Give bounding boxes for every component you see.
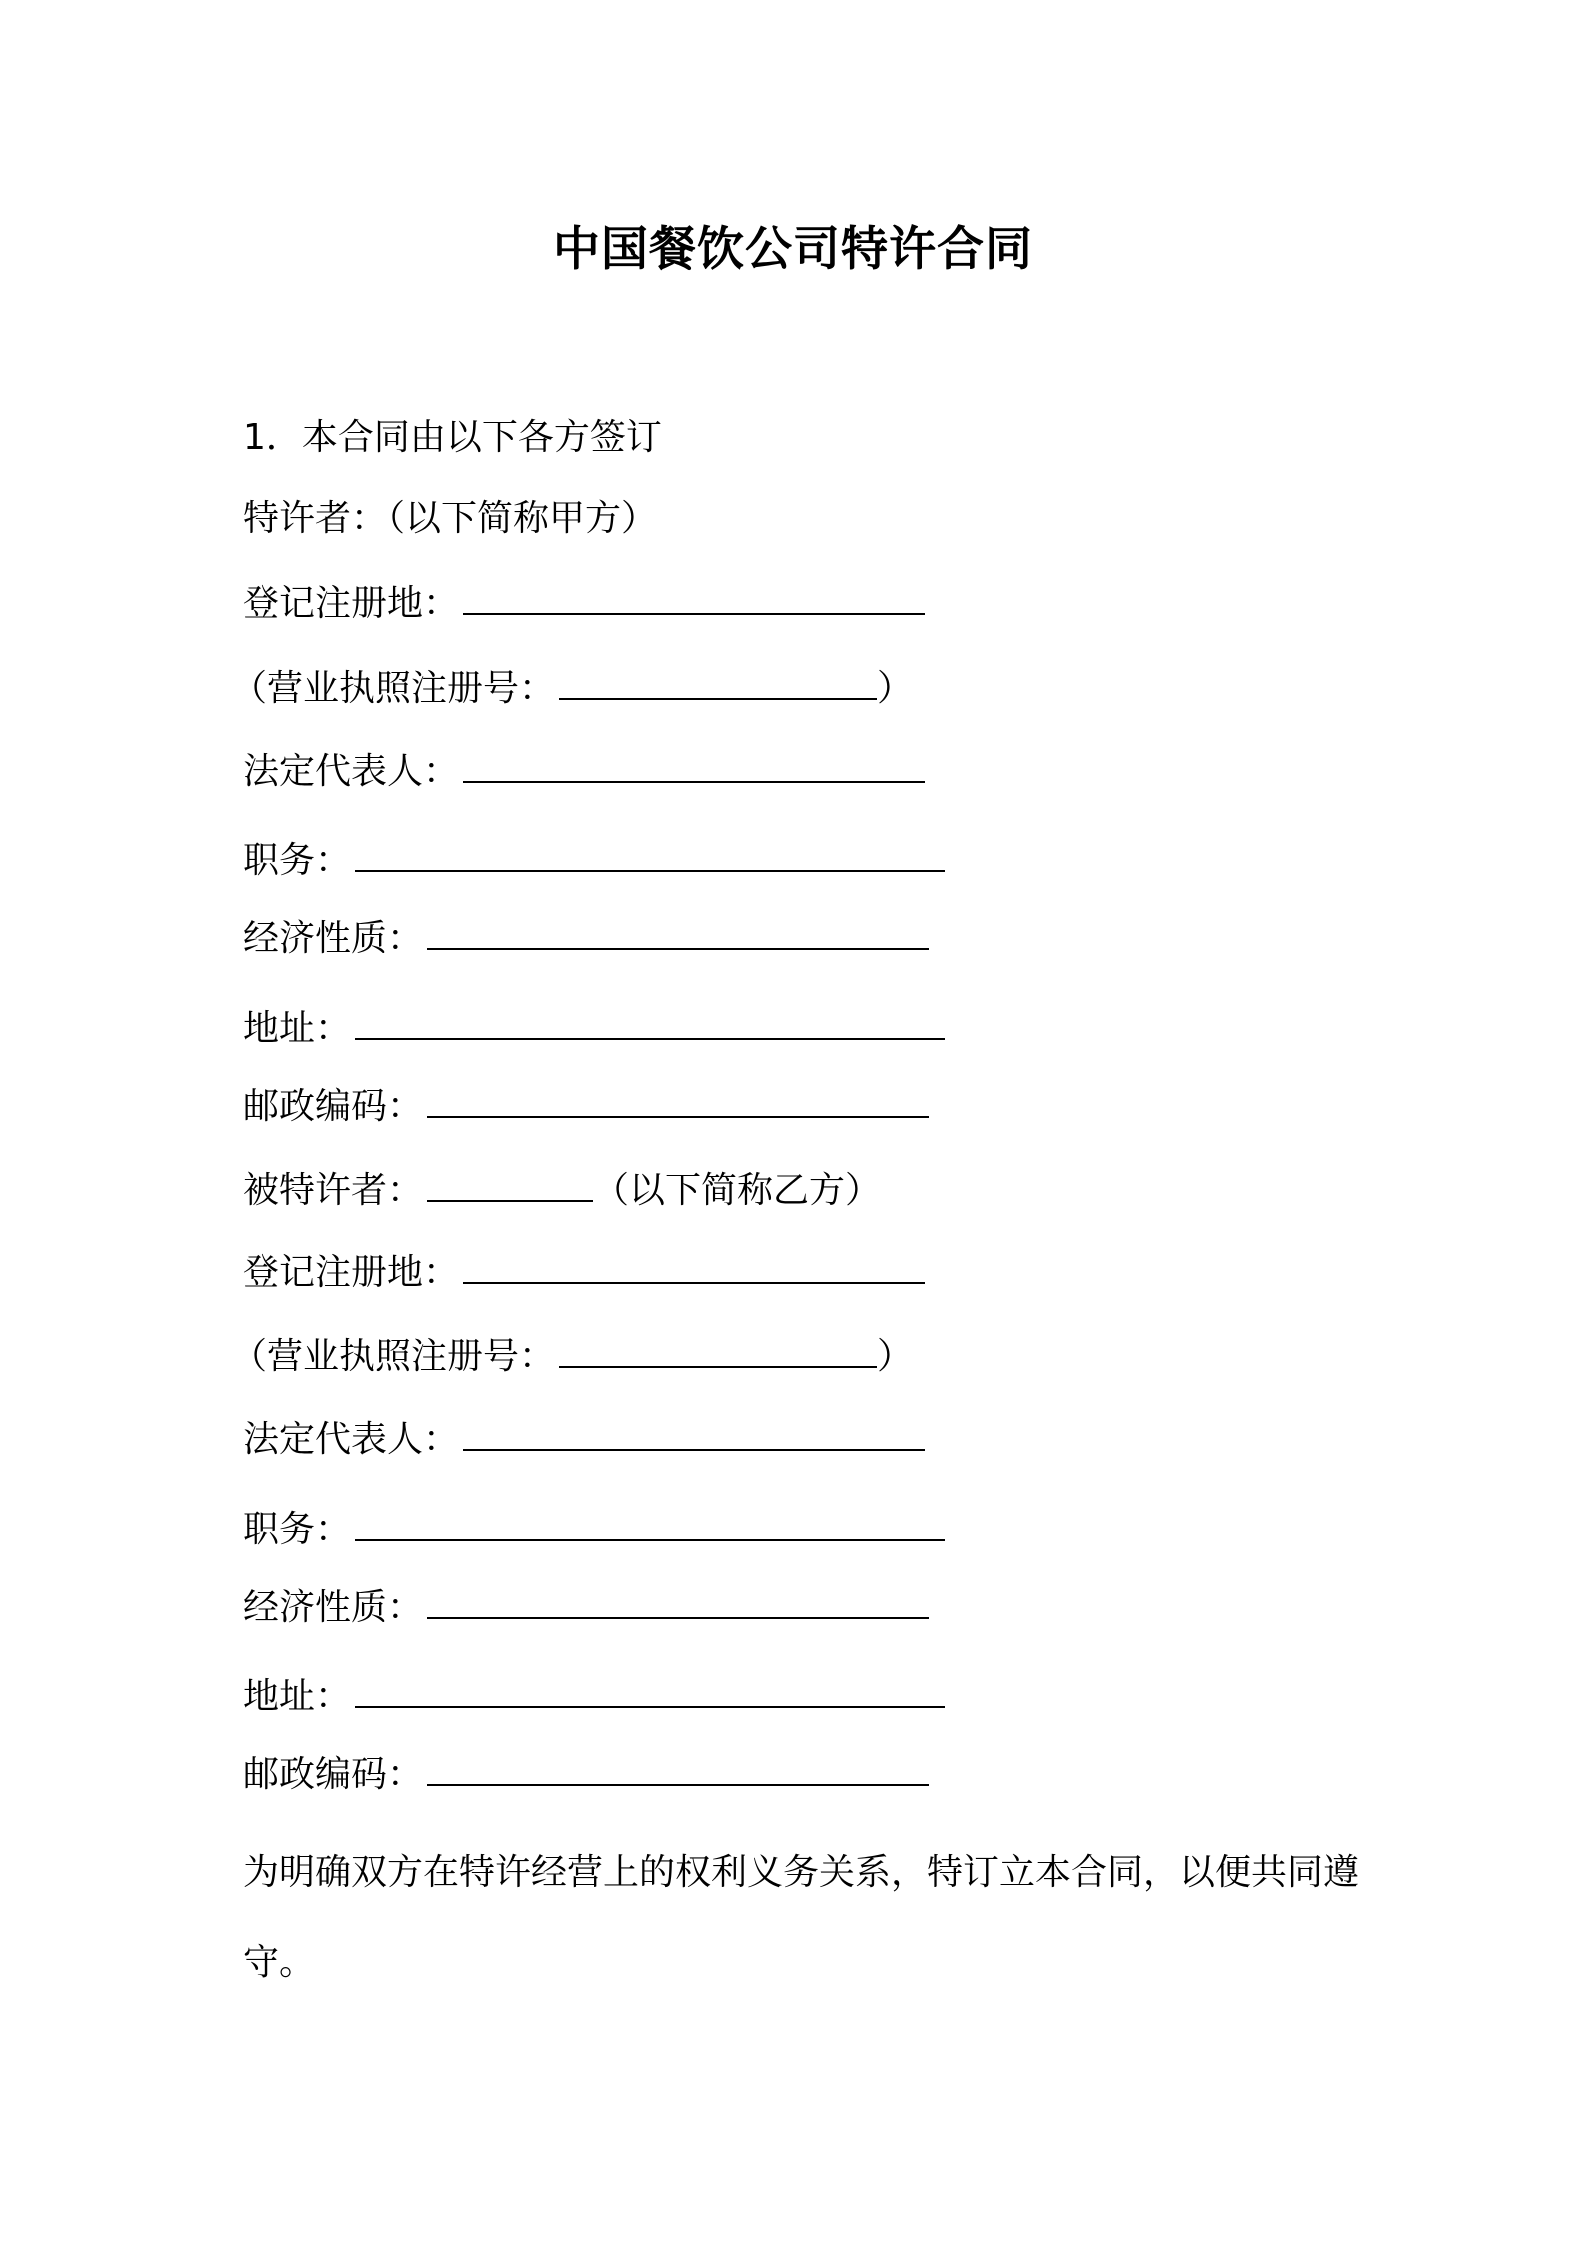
franchisee-position-row xyxy=(243,1506,945,1554)
closing-paragraph: 为明确双方在特许经营上的权利义务关系，特订立本合同，以便共同遵守。 xyxy=(243,1852,1360,1983)
field-label: 登记注册地： xyxy=(243,583,460,624)
field-label: 经济性质： xyxy=(243,1587,424,1628)
franchisee-postcode-blank[interactable] xyxy=(427,1756,929,1786)
section-heading: 1．本合同由以下各方签订 xyxy=(243,417,662,458)
franchisor-reg-place-row xyxy=(243,580,925,628)
paren-close: ） xyxy=(877,1336,914,1377)
franchisor-postcode-blank[interactable] xyxy=(427,1088,929,1118)
field-label: 邮政编码： xyxy=(243,1086,424,1127)
page-title: 中国餐饮公司特许合同 xyxy=(553,222,1033,277)
field-label: 法定代表人： xyxy=(243,1419,460,1460)
franchisor-intro xyxy=(243,495,657,543)
franchisee-position-blank[interactable] xyxy=(355,1511,945,1541)
field-label: 职务： xyxy=(243,1509,352,1550)
franchisee-legal-rep-blank[interactable] xyxy=(463,1421,925,1451)
franchisor-position-blank[interactable] xyxy=(355,842,945,872)
field-label: 地址： xyxy=(243,1008,352,1049)
franchisee-legal-rep-row xyxy=(243,1416,925,1464)
franchisee-intro-row xyxy=(243,1167,881,1215)
franchisee-intro-suffix: （以下简称乙方） xyxy=(593,1170,882,1211)
franchisor-economic-nature-row xyxy=(243,915,929,963)
franchisee-reg-place-row xyxy=(243,1249,925,1297)
franchisor-legal-rep-row xyxy=(243,748,925,796)
franchisee-name-blank[interactable] xyxy=(427,1172,593,1202)
franchisor-legal-rep-blank[interactable] xyxy=(463,753,925,783)
field-label: 被特许者： xyxy=(243,1170,424,1211)
franchisee-address-row xyxy=(243,1673,945,1721)
franchisee-address-blank[interactable] xyxy=(355,1678,945,1708)
field-label: 经济性质： xyxy=(243,918,424,959)
franchisee-license-row xyxy=(231,1333,914,1381)
franchisor-economic-nature-blank[interactable] xyxy=(427,920,929,950)
field-label: 登记注册地： xyxy=(243,1252,460,1293)
franchisee-economic-nature-row xyxy=(243,1584,929,1632)
franchisor-address-blank[interactable] xyxy=(355,1010,945,1040)
franchisor-postcode-row xyxy=(243,1083,929,1131)
field-label: （营业执照注册号： xyxy=(231,1336,556,1377)
franchisor-address-row xyxy=(243,1005,945,1053)
franchisor-license-blank[interactable] xyxy=(559,670,877,700)
field-label: 职务： xyxy=(243,840,352,881)
franchisee-license-blank[interactable] xyxy=(559,1338,877,1368)
field-label: （营业执照注册号： xyxy=(231,668,556,709)
field-label: 法定代表人： xyxy=(243,751,460,792)
franchisor-license-row xyxy=(231,665,914,713)
franchisor-intro-label: 特许者：（以下简称甲方） xyxy=(243,498,658,539)
franchisee-economic-nature-blank[interactable] xyxy=(427,1589,929,1619)
franchisor-reg-place-blank[interactable] xyxy=(463,585,925,615)
franchisee-reg-place-blank[interactable] xyxy=(463,1254,925,1284)
field-label: 地址： xyxy=(243,1676,352,1717)
field-label: 邮政编码： xyxy=(243,1754,424,1795)
paren-close: ） xyxy=(877,668,914,709)
franchisor-position-row xyxy=(243,837,945,885)
franchisee-postcode-row xyxy=(243,1751,929,1799)
